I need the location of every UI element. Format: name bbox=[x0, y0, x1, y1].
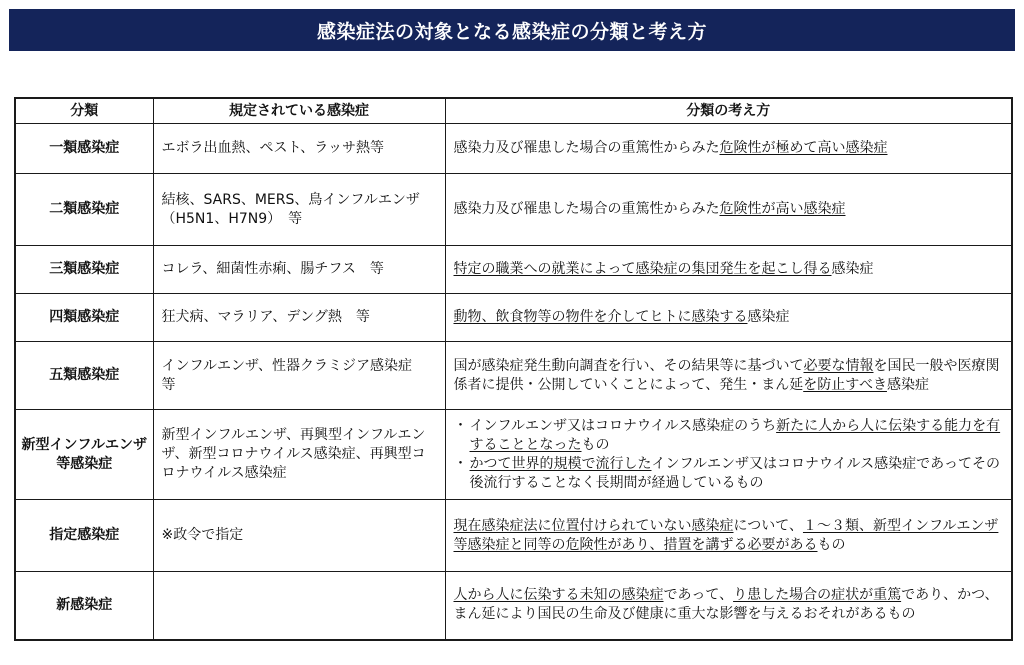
category-cell: 二類感染症 bbox=[15, 174, 153, 246]
underlined-text: り患した場合の症状が重篤 bbox=[733, 587, 902, 604]
category-cell: 三類感染症 bbox=[15, 246, 153, 294]
bullet-item bbox=[454, 417, 1004, 455]
table-row bbox=[15, 174, 1012, 246]
bullet-text bbox=[470, 455, 1004, 493]
table-row bbox=[15, 246, 1012, 294]
bullet-mark: ・ bbox=[453, 417, 468, 434]
concept-text: もの bbox=[817, 536, 846, 553]
underlined-text: 危険性が高い感染症 bbox=[719, 201, 846, 217]
bullet-item bbox=[454, 455, 1004, 493]
bullet-mark: ・ bbox=[453, 455, 468, 472]
concept-text: 感染症 bbox=[831, 261, 874, 277]
underlined-text: 人から人に伝染する未知の感染症 bbox=[453, 587, 664, 604]
table-row bbox=[15, 294, 1012, 342]
concept-text: インフルエンザ又はコロナウイルス感染症であってその後流行することなく長期間が経過しているもの bbox=[469, 455, 1000, 491]
diseases-cell: ※政令で指定 bbox=[153, 500, 445, 572]
table-row bbox=[15, 124, 1012, 174]
concept-cell bbox=[445, 174, 1012, 246]
diseases-cell: エボラ出血熱、ペスト、ラッサ熱等 bbox=[153, 124, 445, 174]
diseases-cell bbox=[153, 572, 445, 640]
underlined-text: かつて世界的規模で流行した bbox=[469, 455, 652, 472]
concept-text: インフルエンザ又はコロナウイルス感染症のうち bbox=[469, 417, 777, 434]
concept-cell bbox=[445, 246, 1012, 294]
underlined-text: 動物、飲食物等の物件を介してヒトに感染する bbox=[453, 309, 748, 325]
concept-text: 感染症 bbox=[747, 309, 790, 325]
classification-table bbox=[14, 97, 1013, 641]
diseases-cell: 新型インフルエンザ、再興型インフルエンザ、新型コロナウイルス感染症、再興型コロナウイルス感染症 bbox=[153, 410, 445, 500]
concept-cell bbox=[445, 294, 1012, 342]
concept-text: であり、かつ、まん延により国民の生命及び健康に重大な影響を与えるおそれがあるもの bbox=[453, 587, 999, 623]
concept-text: であって、 bbox=[663, 587, 734, 604]
underlined-text: を防止すべき bbox=[803, 376, 887, 393]
diseases-cell: 狂犬病、マラリア、デング熱 等 bbox=[153, 294, 445, 342]
underlined-text: １～３類、新型インフルエンザ等感染症と同等の危険性があり、措置を講ずる必要がある bbox=[453, 517, 999, 553]
table-row bbox=[15, 500, 1012, 572]
diseases-cell: インフルエンザ、性器クラミジア感染症 等 bbox=[153, 342, 445, 410]
table-row bbox=[15, 572, 1012, 640]
category-cell: 指定感染症 bbox=[15, 500, 153, 572]
bullet-text bbox=[470, 417, 1004, 455]
concept-text: 国が感染症発生動向調査を行い、その結果等に基づいて bbox=[453, 357, 804, 374]
underlined-text: 特定の職業への就業によって感染症の集団発生を起こし得る bbox=[453, 261, 832, 277]
header-category: 分類 bbox=[15, 98, 153, 124]
table-header-row bbox=[15, 98, 1012, 124]
concept-text: 感染力及び罹患した場合の重篤性からみた bbox=[453, 140, 720, 156]
concept-cell bbox=[445, 124, 1012, 174]
diseases-cell: コレラ、細菌性赤痢、腸チフス 等 bbox=[153, 246, 445, 294]
category-cell: 一類感染症 bbox=[15, 124, 153, 174]
underlined-text: 新たに人から人に伝染する能力を有することとなった bbox=[469, 417, 1001, 453]
header-diseases: 規定されている感染症 bbox=[153, 98, 445, 124]
underlined-text: 危険性が極めて高い感染症 bbox=[719, 140, 888, 156]
concept-text: を国民一般や医療関係者に提供・公開していくことによって、発生・まん延 bbox=[453, 357, 1000, 393]
concept-text: もの bbox=[581, 436, 610, 453]
concept-text: 感染力及び罹患した場合の重篤性からみた bbox=[453, 201, 720, 217]
concept-cell bbox=[445, 500, 1012, 572]
table-row bbox=[15, 342, 1012, 410]
underlined-text: 現在感染症法に位置付けられていない感染症 bbox=[453, 517, 734, 534]
page-title: 感染症法の対象となる感染症の分類と考え方 bbox=[9, 9, 1015, 51]
category-cell: 五類感染症 bbox=[15, 342, 153, 410]
underlined-text: 必要な情報 bbox=[803, 357, 874, 374]
concept-text: 感染症 bbox=[886, 376, 929, 393]
category-cell: 四類感染症 bbox=[15, 294, 153, 342]
category-cell: 新感染症 bbox=[15, 572, 153, 640]
concept-cell bbox=[445, 342, 1012, 410]
concept-cell bbox=[445, 572, 1012, 640]
table-row bbox=[15, 410, 1012, 500]
concept-text: について、 bbox=[733, 517, 803, 534]
concept-cell bbox=[445, 410, 1012, 500]
header-concept: 分類の考え方 bbox=[445, 98, 1012, 124]
diseases-cell: 結核、SARS、MERS、鳥インフルエンザ（H5N1、H7N9） 等 bbox=[153, 174, 445, 246]
category-cell: 新型インフルエンザ等感染症 bbox=[15, 410, 153, 500]
